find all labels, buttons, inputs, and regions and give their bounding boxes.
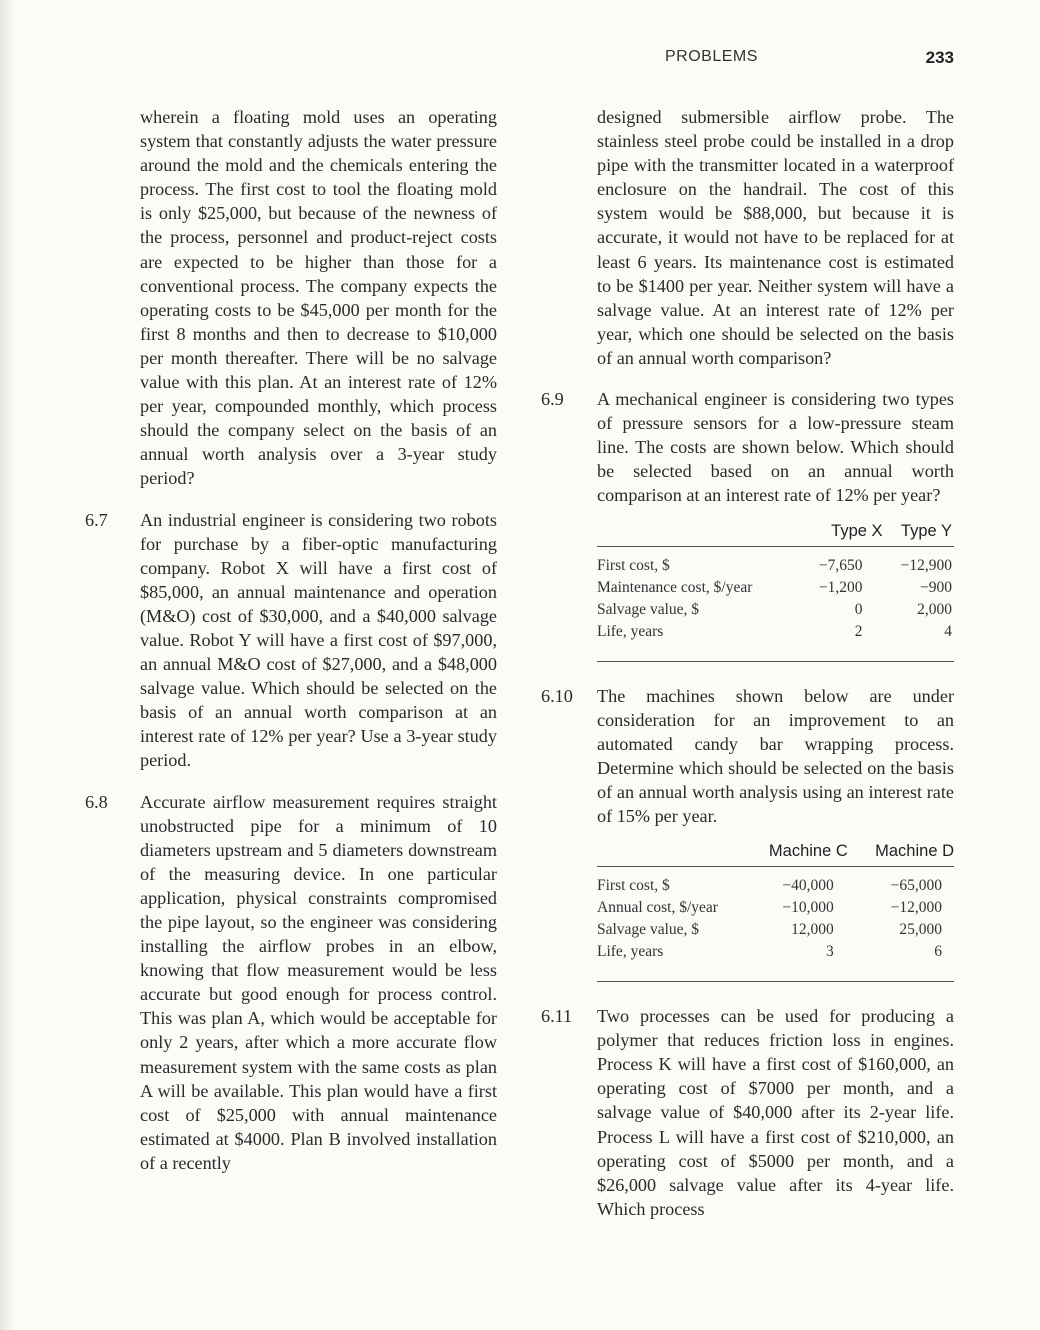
table-header-blank — [597, 840, 748, 867]
problem-number: 6.8 — [85, 791, 108, 812]
row-label: Life, years — [597, 941, 748, 982]
problem-number: 6.9 — [541, 389, 564, 410]
problem-text: Two processes can be used for producing a polymer that reduces friction loss in engines. Process K will have a first cost of $160,000, an operating cost of $7000 per month, and a salvage value of $40,000 after its 2-year life. Process L will have a first cost of $210,000, an operating cost of $5000 per month, and a $26,000 salvage value after its 4-year life. Which process — [597, 1006, 954, 1219]
cell-machine-d: −65,000 — [890, 877, 942, 895]
page-number: 233 — [925, 48, 954, 67]
problem-number: 6.10 — [541, 685, 573, 706]
left-column — [85, 105, 497, 1175]
table-row — [597, 621, 954, 662]
problem-6-10 — [541, 684, 954, 983]
table-header-type-y: Type Y — [885, 520, 954, 547]
problem-number: 6.7 — [85, 509, 108, 530]
problem-6-8 — [85, 790, 497, 1176]
cell-type-y: −900 — [920, 578, 952, 596]
running-title: PROBLEMS — [665, 48, 758, 65]
cell-machine-d: 6 — [856, 941, 954, 982]
table-row — [597, 599, 954, 621]
problem-6-7 — [85, 508, 497, 773]
problem-text: Accurate airflow measurement requires straight unobstructed pipe for a minimum of 10 diameters upstream and 5 diameters downstream of the measuring device. In one particular application, physical constraints compromised the pipe layout, so the engineer was considering installing the airflow probes in an elbow, knowing that flow measurement would be less accurate but good enough for process control. This was plan A, which would be acceptable for only 2 years, after which a more accurate flow measurement system with the same costs as plan A will be available. This plan would have a first cost of $25,000 with annual maintenance estimated at $4000. Plan B involved installation of a recently — [140, 791, 497, 1173]
table-row — [597, 867, 954, 898]
table-row — [597, 577, 954, 599]
cell-machine-d: −12,000 — [890, 899, 942, 917]
table-header-blank — [597, 520, 799, 547]
table-header-machine-c: Machine C — [748, 840, 856, 867]
problem-6-9 — [541, 387, 954, 661]
right-column — [541, 105, 954, 1221]
row-label: Annual cost, $/year — [597, 899, 718, 917]
cell-type-y: −12,900 — [900, 556, 952, 574]
cell-type-x: −7,650 — [818, 556, 863, 574]
problem-6-6-continuation: wherein a floating mold uses an operating system that constantly adjusts the water pressure around the mold and the chemicals entering the process. The first cost to tool the floating mold is only $25,000, but because of the newness of the process, personnel and product-reject costs are expected to be higher than those for a conventional process. The company expects the operating costs to be $45,000 per month for the first 8 months and then to decrease to $10,000 per month thereafter. There will be no salvage value with this plan. At an interest rate of 12% per year, compounded monthly, which process should the company select on the basis of an annual worth analysis over a 3-year study period? — [140, 107, 497, 489]
cell-machine-c: −10,000 — [782, 899, 834, 917]
row-label: First cost, $ — [597, 556, 670, 574]
problem-6-8-continuation: designed submersible airflow probe. The stainless steel probe could be installed in a drop pipe with the transmitter located in a waterproof enclosure on the handrail. The cost of this system would be $88,000, but because it is accurate, it would not have to be replaced for at least 6 years. Its maintenance cost is estimated to be $1400 per year. Neither system will have a salvage value. At an interest rate of 12% per year, which one should be selected on the basis of an annual worth comparison? — [597, 107, 954, 368]
cell-machine-d: 25,000 — [899, 921, 942, 939]
table-row — [597, 919, 954, 941]
problem-number: 6.11 — [541, 1006, 573, 1027]
cell-machine-c: −40,000 — [782, 877, 834, 895]
cell-type-x: 2 — [799, 621, 884, 662]
problem-text: An industrial engineer is considering two robots for purchase by a fiber-optic manufacturing company. Robot X will have a first cost of $85,000, an annual maintenance and operation (M&O) cost of $30,000, and a $40,000 salvage value. Robot Y will have a first cost of $97,000, an annual M&O cost of $27,000, and a $48,000 salvage value. Which should be selected on the basis of an annual worth comparison at an interest rate of 12% per year? Use a 3-year study period. — [140, 509, 497, 771]
running-header — [640, 48, 960, 72]
table-row — [597, 546, 954, 577]
table-row — [597, 897, 954, 919]
page-edge-shadow — [0, 0, 14, 1330]
cell-type-x: −1,200 — [818, 578, 863, 596]
row-label: First cost, $ — [597, 877, 670, 895]
problem-6-11 — [541, 1004, 954, 1221]
problem-text: The machines shown below are under consideration for an improvement to an automated candy bar wrapping process. Determine which should be selected on the basis of an annual worth analysis using an interest rate of 15% per year. — [597, 685, 954, 826]
machine-cost-table — [597, 840, 954, 982]
row-label: Salvage value, $ — [597, 921, 700, 939]
table-header-type-x: Type X — [799, 520, 884, 547]
table-row — [597, 941, 954, 982]
cell-machine-c: 12,000 — [791, 921, 834, 939]
row-label: Life, years — [597, 621, 799, 662]
sensor-cost-table — [597, 520, 954, 662]
row-label: Maintenance cost, $/year — [597, 578, 753, 596]
table-header-row — [597, 840, 954, 867]
cell-machine-c: 3 — [748, 941, 856, 982]
cell-type-y: 4 — [885, 621, 954, 662]
problem-text: A mechanical engineer is considering two types of pressure sensors for a low-pressure steam line. The costs are shown below. Which should be selected based on an annual worth comparison at an interest rate of 12% per year? — [597, 389, 954, 506]
table-header-machine-d: Machine D — [856, 840, 954, 867]
row-label: Salvage value, $ — [597, 600, 700, 618]
cell-type-x: 0 — [854, 600, 863, 618]
table-header-row — [597, 520, 954, 547]
cell-type-y: 2,000 — [917, 600, 952, 618]
